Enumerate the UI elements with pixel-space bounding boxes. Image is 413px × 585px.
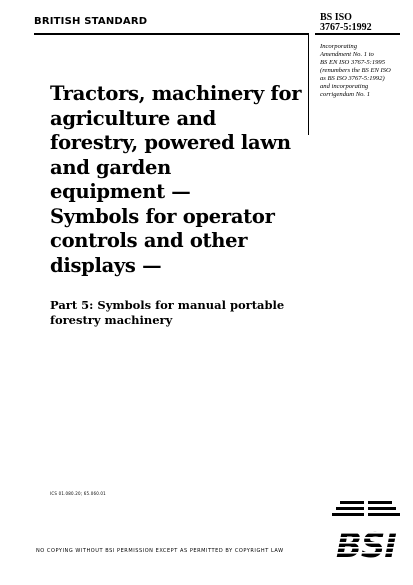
document-title [50,82,300,278]
title-line: controls and other [50,229,248,252]
part-line: Part 5: Symbols for manual portable [50,298,285,312]
title-line: equipment — [50,180,191,203]
amendment-line: and incorporating [320,83,369,90]
british-standard-label: BRITISH STANDARD [34,16,148,27]
header-vertical-rule [308,33,309,135]
title-line: forestry, powered lawn [50,131,291,154]
standard-number [320,13,372,33]
title-line: and garden [50,155,171,179]
header-rule-left [34,33,308,35]
part-line: forestry machinery [50,313,173,327]
standard-number-line: BS ISO [320,12,352,23]
standard-number-line: 3767-5:1992 [320,22,372,33]
amendment-line: as BS ISO 3767-5:1992) [320,75,385,82]
amendment-line: corrigendum No. 1 [320,91,371,98]
amendment-note [320,43,402,99]
amendment-line: Amendment No. 1 to [320,51,374,58]
amendment-line: BS EN ISO 3767-5:1995 [320,59,386,66]
header-rule-right [315,33,400,35]
title-line: agriculture and [50,106,217,130]
title-line: displays — [50,253,162,277]
title-line: Symbols for operator [50,204,275,228]
part-subtitle [50,298,305,328]
title-line: Tractors, machinery for [50,82,302,105]
ics-code: ICS 01.080.20; 65.060.01 [50,491,106,496]
bsi-logo [332,499,400,561]
copyright-notice: NO COPYING WITHOUT BSI PERMISSION EXCEPT AS PERMITTED BY COPYRIGHT LAW [36,548,284,554]
amendment-line: (renumbers the BS EN ISO [320,67,391,74]
amendment-line: Incorporating [320,43,357,50]
